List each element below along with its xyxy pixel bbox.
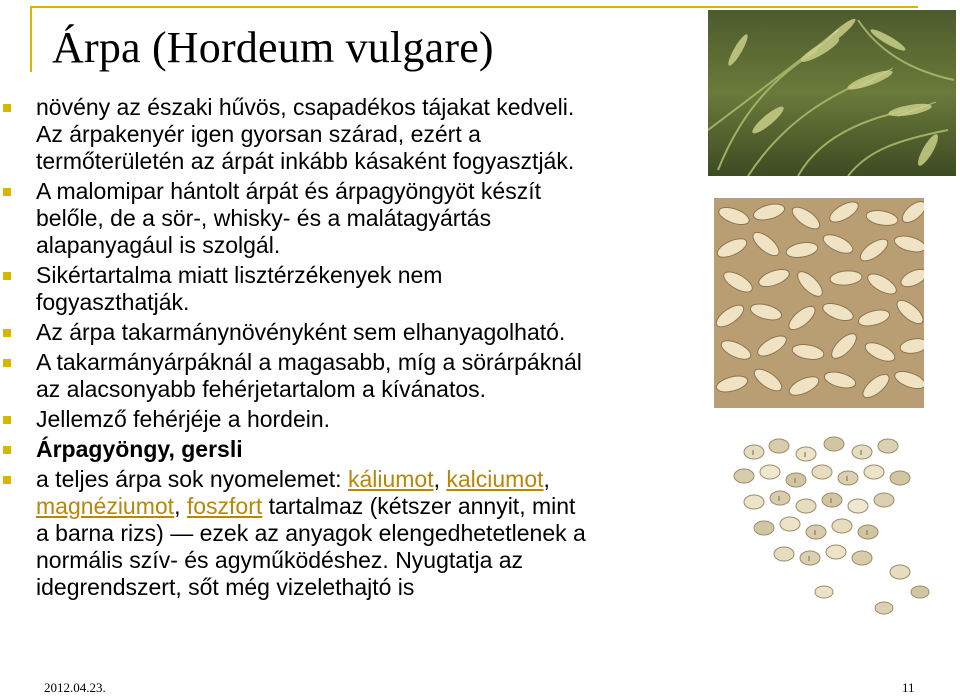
bullet-line: alapanyagául is szolgál. xyxy=(36,232,281,258)
text-segment: tartalmaz (kétszer annyit, mint xyxy=(262,493,576,519)
bullet-square-icon xyxy=(3,104,11,112)
bullet-line: Az árpa takarmánynövényként sem elhanyagolható. xyxy=(36,319,566,345)
text-segment: a teljes árpa sok nyomelemet: xyxy=(36,466,348,492)
bullet-square-icon xyxy=(3,359,11,367)
bullet-line: termőterületén az árpát inkább kásaként fogyasztják. xyxy=(36,148,575,174)
bullet-item xyxy=(0,319,700,346)
bullet-line: Jellemző fehérjéje a hordein. xyxy=(36,406,331,432)
barley-grains-graphic xyxy=(714,198,924,408)
bullet-line: a barna rizs) — ezek az anyagok elengedhetetlenek a xyxy=(36,520,586,546)
bullet-item xyxy=(0,178,700,259)
text-segment: , xyxy=(433,466,447,492)
pearl-barley-image xyxy=(724,432,934,622)
link-magneziumot[interactable]: magnéziumot xyxy=(36,493,175,519)
bullet-item xyxy=(0,406,700,433)
slide-title: Árpa (Hordeum vulgare) xyxy=(52,23,494,72)
title-top-rule xyxy=(30,6,918,8)
bullet-line: Az árpakenyér igen gyorsan szárad, ezért a xyxy=(36,121,481,147)
bullet-item xyxy=(0,349,700,403)
bullet-square-icon xyxy=(3,416,11,424)
bullet-square-icon xyxy=(3,272,11,280)
bullet-line: Sikértartalma miatt lisztérzékenyek nem xyxy=(36,262,443,288)
bullet-line xyxy=(36,466,700,493)
link-foszfort[interactable]: foszfort xyxy=(186,493,263,519)
bullet-line: A takarmányárpáknál a magasabb, míg a sörárpáknál xyxy=(36,349,582,375)
link-kaliumot[interactable]: káliumot xyxy=(347,466,434,492)
barley-field-image xyxy=(708,10,956,176)
bullet-item xyxy=(0,262,700,316)
bullet-square-icon xyxy=(3,476,11,484)
bullet-square-icon xyxy=(3,329,11,337)
bullet-item xyxy=(0,466,700,601)
bullet-line: normális szív- és agyműködéshez. Nyugtatja az xyxy=(36,547,524,573)
bullet-item xyxy=(0,94,700,175)
bullet-line: belőle, de a sör-, whisky- és a malátagyártás xyxy=(36,205,492,231)
bullet-line: növény az északi hűvös, csapadékos tájakat kedveli. xyxy=(36,94,575,120)
bullet-square-icon xyxy=(3,188,11,196)
bullet-item-heading xyxy=(0,436,700,463)
slide-number: 11 xyxy=(902,680,915,695)
bullet-line: idegrendszert, sőt még vizelethajtó is xyxy=(36,574,415,600)
footer-date: 2012.04.23. xyxy=(44,680,106,695)
pearl-barley-graphic xyxy=(724,432,934,622)
bullet-list xyxy=(0,94,700,604)
bullet-line: A malomipar hántolt árpát és árpagyöngyöt készít xyxy=(36,178,542,204)
bullet-line: az alacsonyabb fehérjetartalom a kívánatos. xyxy=(36,376,487,402)
bullet-heading-text: Árpagyöngy, gersli xyxy=(36,436,243,462)
title-left-rule xyxy=(30,6,32,72)
text-segment: , xyxy=(543,466,550,492)
barley-field-graphic xyxy=(708,10,956,176)
bullet-line xyxy=(36,493,700,520)
link-kalciumot[interactable]: kalciumot xyxy=(446,466,544,492)
bullet-line: fogyaszthatják. xyxy=(36,289,190,315)
text-segment: , xyxy=(174,493,187,519)
bullet-square-icon xyxy=(3,446,11,454)
barley-grains-image xyxy=(714,198,924,408)
